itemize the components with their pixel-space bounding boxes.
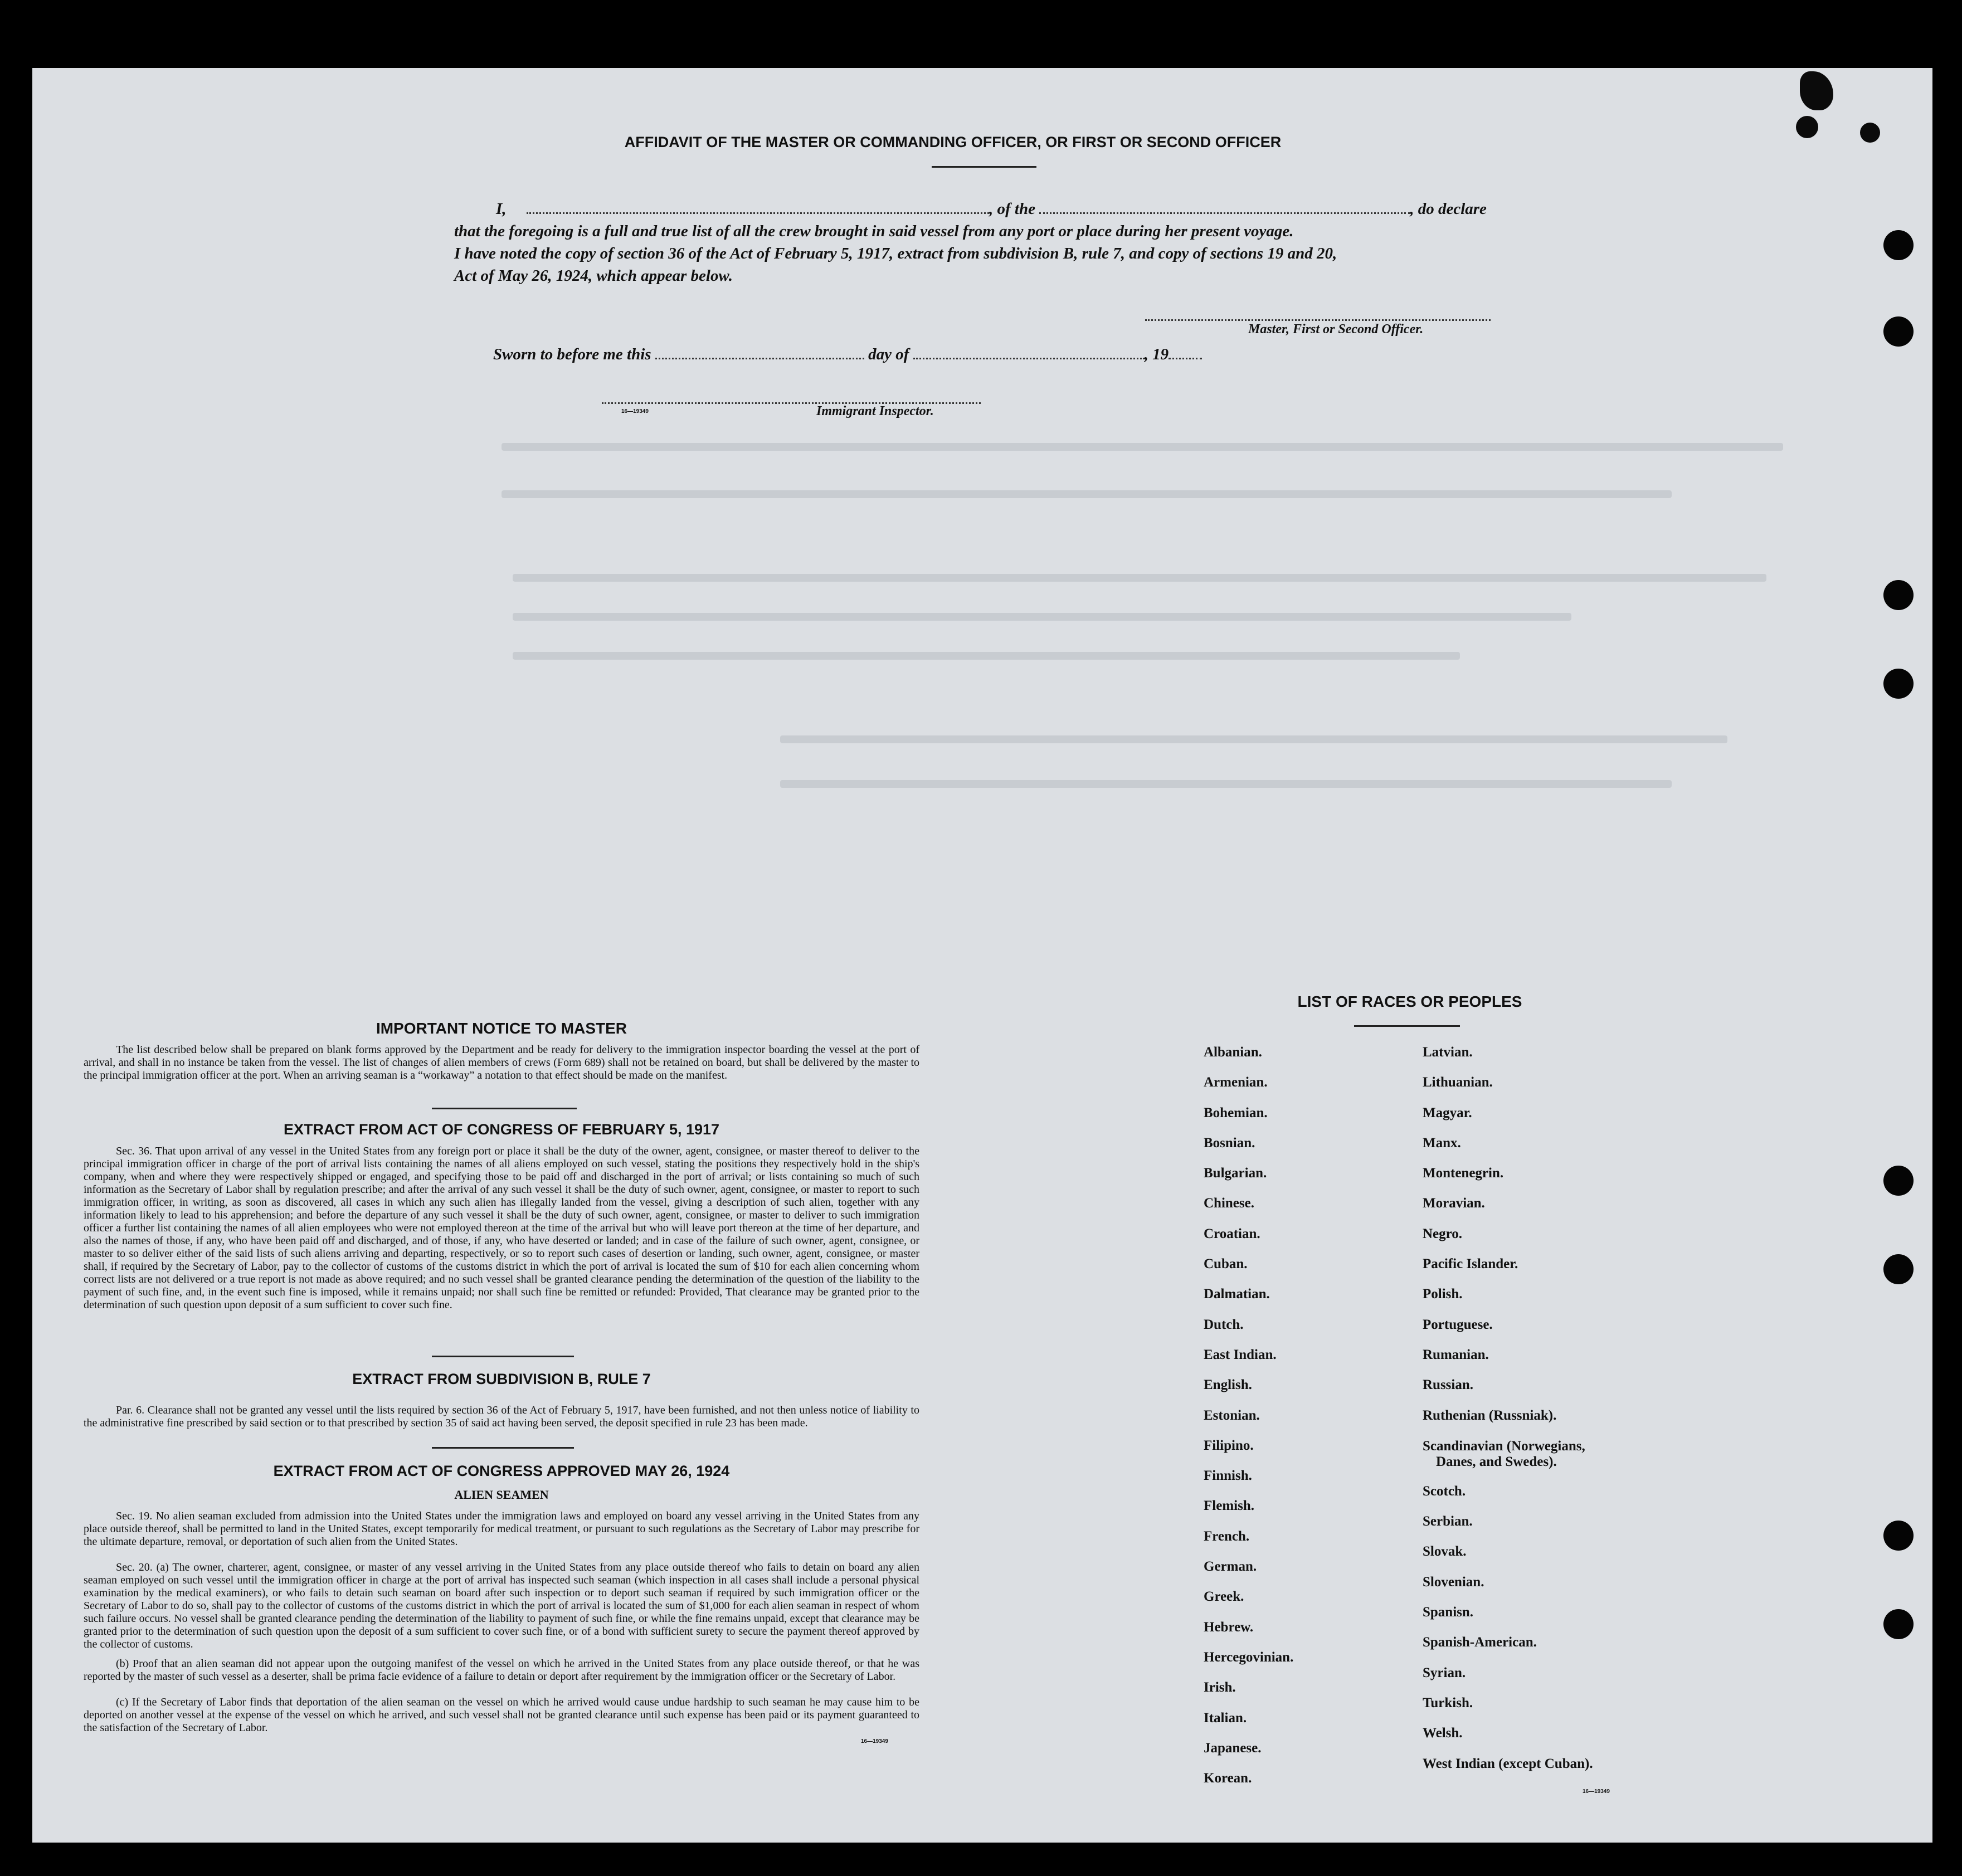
punch-hole	[1883, 1254, 1914, 1284]
sec-20b-text: (b) Proof that an alien seaman did not appear upon the outgoing manifest of the vessel on which he arrived in the United States from any place outside thereof, or that he was reported by the master of such vessel as a deserter, shall be prima facie evidence of a failure to detain or deport after requirement by the immigration officer or the Secretary of Labor.	[84, 1658, 919, 1683]
affidavit-i: I,	[496, 200, 507, 218]
bleed-through-line	[780, 780, 1672, 788]
race-item: Finnish.	[1204, 1468, 1252, 1484]
declare-label: , do declare	[1410, 200, 1487, 218]
extract-1924-title: EXTRACT FROM ACT OF CONGRESS APPROVED MAY 26, 1924	[273, 1463, 730, 1479]
race-item: Korean.	[1204, 1771, 1252, 1786]
bleed-through-line	[513, 652, 1460, 660]
race-item: Flemish.	[1204, 1498, 1254, 1514]
race-item: Russian.	[1423, 1377, 1474, 1393]
sworn-year-field[interactable]	[1169, 358, 1202, 359]
race-item: Rumanian.	[1423, 1347, 1489, 1362]
race-item: Slovenian.	[1423, 1574, 1484, 1590]
race-item: Latvian.	[1423, 1045, 1473, 1060]
bleed-through-line	[502, 443, 1783, 451]
race-item: English.	[1204, 1377, 1252, 1393]
section-divider	[432, 1108, 577, 1109]
sworn-year-label: , 19	[1144, 345, 1169, 363]
affidavit-title: AFFIDAVIT OF THE MASTER OR COMMANDING OFFICER, OR FIRST OR SECOND OFFICER	[624, 134, 1282, 150]
bleed-through-line	[513, 574, 1766, 582]
race-item: Slovak.	[1423, 1544, 1467, 1560]
race-item: Scandinavian (Norwegians,	[1423, 1438, 1585, 1454]
race-item: Ruthenian (Russniak).	[1423, 1407, 1557, 1423]
race-item: Montenegrin.	[1423, 1166, 1504, 1181]
form-number: 16—19349	[1583, 1789, 1610, 1795]
sworn-line	[493, 345, 1202, 364]
race-item: Dutch.	[1204, 1317, 1244, 1332]
sworn-month-field[interactable]	[913, 358, 1145, 359]
race-item: Spanish-American.	[1423, 1635, 1537, 1650]
race-item: Dalmatian.	[1204, 1287, 1270, 1302]
master-signature-label: Master, First or Second Officer.	[1248, 322, 1424, 337]
sec-20a-text: Sec. 20. (a) The owner, charterer, agent, consignee, or master of any vessel arriving in the United States from any place outside thereof who fails to detain on board any alien seaman employed on such vessel until the immigration officer in charge at the port of arrival has inspected such seaman (which inspection in all cases shall include a personal physical examination by the medical examiners), or who fails to detain such seaman on board after such inspection or to deport such seaman if required by such immigration officer or the Secretary of Labor to do so, shall pay to the collector of customs of the customs district in which the port of arrival is located the sum of $1,000 for each alien seaman in respect of whom such failure occurs. No vessel shall be granted clearance pending the determination of the liability to payment of such fine, or while the fine remains unpaid, except that clearance may be granted prior to the determination of such question upon the deposit of a sum sufficient to cover such fine, or of a bond with sufficient surety to secure the payment thereof approved by the collector of customs.	[84, 1561, 919, 1650]
extract-1917-title: EXTRACT FROM ACT OF CONGRESS OF FEBRUARY 5, 1917	[283, 1121, 720, 1138]
punch-hole	[1883, 316, 1914, 347]
notice-title: IMPORTANT NOTICE TO MASTER	[376, 1020, 627, 1037]
race-item: Moravian.	[1423, 1196, 1485, 1211]
section-divider	[432, 1447, 574, 1449]
race-item: Filipino.	[1204, 1438, 1254, 1453]
race-item: Hercegovinian.	[1204, 1649, 1294, 1665]
sworn-day-label: day of	[868, 345, 909, 363]
affidavit-line-3: I have noted the copy of section 36 of the Act of February 5, 1917, extract from subdivision B, rule 7, and copy of sections 19 and 20,	[454, 245, 1337, 262]
bleed-through-line	[780, 735, 1727, 743]
race-item: Japanese.	[1204, 1740, 1262, 1756]
race-item: Polish.	[1423, 1287, 1463, 1302]
race-item: Greek.	[1204, 1589, 1244, 1605]
title-divider	[932, 166, 1036, 168]
race-item: Armenian.	[1204, 1075, 1268, 1090]
race-item: Serbian.	[1423, 1514, 1473, 1529]
punch-hole	[1883, 230, 1914, 260]
sec-20c-text: (c) If the Secretary of Labor finds that deportation of the alien seaman on the vessel on which he arrived would cause undue hardship to such seaman he may cause him to be deported on another vessel at the expense of the vessel on which he arrived, and such vessel shall not be granted clearance until such expense has been paid or its payment guaranteed to the satisfaction of the Secretary of Labor.	[84, 1696, 919, 1734]
sworn-prefix: Sworn to before me this	[493, 345, 651, 363]
race-item: German.	[1204, 1559, 1257, 1575]
punch-hole	[1883, 669, 1914, 699]
race-item: Spanisn.	[1423, 1605, 1474, 1620]
race-item: Welsh.	[1423, 1726, 1463, 1741]
races-right-column	[1423, 1037, 1593, 1779]
race-item: Portuguese.	[1423, 1317, 1493, 1332]
races-left-column	[1204, 1037, 1293, 1794]
race-item: Danes, and Swedes).	[1436, 1454, 1557, 1469]
torn-corner-mark	[1860, 123, 1880, 143]
affidavit-statement	[454, 198, 1513, 287]
race-item: Estonian.	[1204, 1407, 1260, 1423]
affidavit-line-4: Act of May 26, 1924, which appear below.	[454, 267, 733, 285]
punch-hole	[1883, 1166, 1914, 1196]
race-item: Bosnian.	[1204, 1135, 1255, 1151]
race-item: Lithuanian.	[1423, 1075, 1493, 1090]
section-divider	[432, 1356, 574, 1357]
race-item: Magyar.	[1423, 1105, 1472, 1120]
race-item: Syrian.	[1423, 1665, 1466, 1680]
race-item: Bulgarian.	[1204, 1166, 1267, 1181]
race-item: East Indian.	[1204, 1347, 1277, 1362]
races-divider	[1354, 1025, 1460, 1027]
sec-19-text: Sec. 19. No alien seaman excluded from admission into the United States under the immigration laws and employed on board any vessel arriving in the United States from any place outside thereof, shall be permitted to land in the United States, except temporarily for medical treatment, or pursuant to such regulations as the Secretary of Labor may prescribe for the ultimate departure, removal, or deportation of such alien from the United States.	[84, 1510, 919, 1548]
race-item: Chinese.	[1204, 1196, 1254, 1211]
extract-rule7-title: EXTRACT FROM SUBDIVISION B, RULE 7	[352, 1371, 651, 1387]
inspector-label: Immigrant Inspector.	[816, 404, 934, 418]
bleed-through-line	[513, 613, 1571, 621]
punch-hole	[1883, 1521, 1914, 1551]
race-item: Irish.	[1204, 1680, 1236, 1695]
extract-1917-body: Sec. 36. That upon arrival of any vessel in the United States from any foreign port or place it shall be the duty of the owner, agent, consignee, or master thereof to deliver to the principal immigration officer in charge of the port of arrival lists containing the names of all aliens employed on such vessel, stating the positions they respectively hold in the ship's company, when and where they were respectively shipped or engaged, and specifying those to be paid off and discharged in the port of arrival; or lists containing so much of such information as the Secretary of Labor shall by regulation prescribe; and after the arrival of any such vessel it shall be the duty of such owner, agent, consignee, or master to report to such immigration officer, in writing, as soon as discovered, all cases in which any such alien has illegally landed from the vessel, giving a description of such alien, together with any information likely to lead to his apprehension; and before the departure of any such vessel it shall be the duty of such owner, agent, consignee, or master to deliver to such immigration officer a further list containing the names of all alien employees who were not employed thereon at the time of the arrival but who will leave port thereon at the time of her departure, and also the names of those, if any, who have been paid off and discharged, and of those, if any, who have deserted or landed; and in case of the failure of such owner, agent, consignee, or master to so deliver either of the said lists of such aliens arriving and departing, respectively, or so to report such cases of desertion or landing, such owner, agent, consignee, or master shall, if required by the Secretary of Labor, pay to the collector of customs of the customs district in which the port of arrival is located the sum of $10 for each alien concerning whom correct lists are not delivered or a true report is not made as above required; and no such vessel shall be granted clearance pending the determination of the question of the liability to the payment of such fine, and, in the event such fine is imposed, while it remains unpaid; nor shall such fine be remitted or refunded: Provided, That clearance may be granted prior to the determination of such question upon deposit of a sum sufficient to cover such fine.	[84, 1145, 919, 1311]
race-item: Bohemian.	[1204, 1105, 1268, 1120]
race-item: Scotch.	[1423, 1483, 1466, 1499]
race-item: Croatian.	[1204, 1226, 1260, 1241]
race-item: Manx.	[1423, 1135, 1461, 1151]
name-field[interactable]	[527, 212, 989, 214]
race-item: Negro.	[1423, 1226, 1463, 1241]
race-item: Turkish.	[1423, 1695, 1473, 1711]
race-item: Italian.	[1204, 1710, 1247, 1726]
affidavit-line-2: that the foregoing is a full and true list of all the crew brought in said vessel from any port or place during her present voyage.	[454, 222, 1294, 240]
master-signature-field[interactable]	[1145, 319, 1491, 321]
torn-corner-mark	[1796, 116, 1818, 138]
races-title: LIST OF RACES OR PEOPLES	[1297, 993, 1522, 1010]
form-number: 16—19349	[861, 1738, 888, 1745]
race-item: Albanian.	[1204, 1045, 1262, 1060]
race-item: Cuban.	[1204, 1256, 1248, 1272]
race-item: West Indian (except Cuban).	[1423, 1756, 1593, 1771]
punch-hole	[1883, 580, 1914, 610]
punch-hole	[1883, 1609, 1914, 1639]
race-item: Pacific Islander.	[1423, 1256, 1518, 1272]
extract-rule7-body: Par. 6. Clearance shall not be granted any vessel until the lists required by section 36 of the Act of February 5, 1917, have been furnished, and not then unless notice of liability to the administrative fine prescribed by said section or to that prescribed by section 35 of said act having been served, the deposit specified in rule 23 has been made.	[84, 1404, 919, 1429]
bleed-through-line	[502, 490, 1672, 498]
race-item: French.	[1204, 1528, 1250, 1544]
notice-body: The list described below shall be prepared on blank forms approved by the Department and be ready for delivery to the immigration inspector boarding the vessel at the port of arrival, and shall in no instance be taken from the vessel. The list of changes of alien members of crews (Form 689) shall not be retained on board, but shall be delivered by the master to the principal immigration officer at the port. When an arriving seaman is a “workaway” a notation to that effect should be made on the manifest.	[84, 1044, 919, 1081]
form-number: 16—19349	[621, 408, 649, 415]
race-item: Hebrew.	[1204, 1619, 1254, 1635]
of-the-label: , of the	[989, 200, 1035, 218]
sworn-day-field[interactable]	[655, 358, 864, 359]
extract-1924-subtitle: ALIEN SEAMEN	[454, 1488, 549, 1502]
place-field[interactable]	[1039, 212, 1410, 214]
